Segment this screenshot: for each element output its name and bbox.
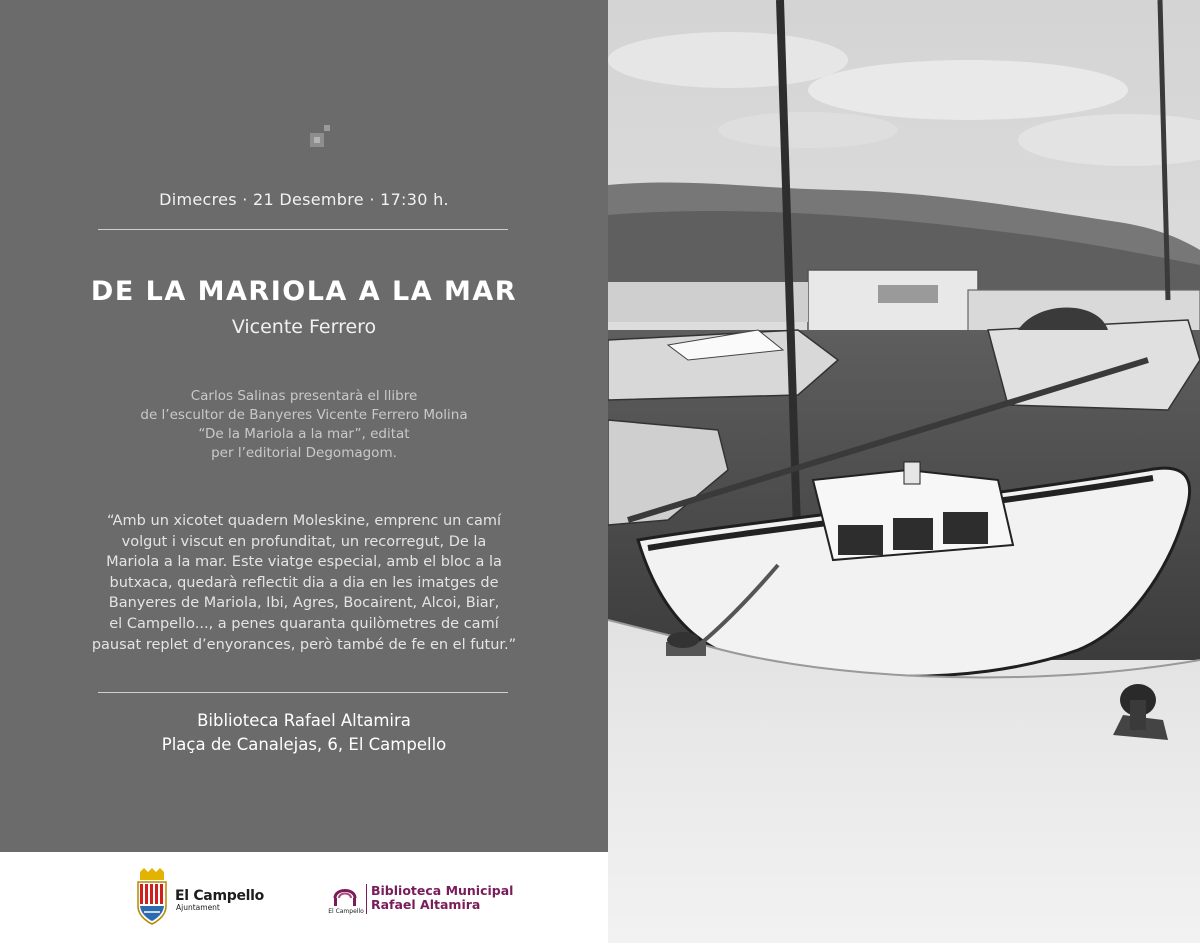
event-author: Vicente Ferrero — [231, 316, 377, 338]
boat-harbor-illustration — [608, 0, 1200, 943]
venue-address: Plaça de Canalejas, 6, El Campello — [161, 735, 447, 754]
divider-top — [98, 229, 508, 230]
campello-brand — [175, 888, 264, 912]
biblio-separator — [366, 884, 367, 914]
info-panel — [0, 0, 608, 852]
footer — [0, 852, 608, 943]
biblio-line1: Biblioteca Municipal — [371, 883, 514, 898]
intro-text — [0, 387, 608, 463]
campello-sub: Ajuntament — [176, 903, 220, 912]
intro-line: de l’escultor de Banyeres Vicente Ferrero Molina — [140, 407, 468, 423]
intro-line: “De la Mariola a la mar”, editat — [198, 426, 410, 442]
quote-line: volgut i viscut en profunditat, un recorregut, De la — [121, 533, 487, 550]
intro-line: Carlos Salinas presentarà el llibre — [190, 388, 418, 404]
event-date: Dimecres · 21 Desembre · 17:30 h. — [159, 190, 449, 209]
intro-line: per l’editorial Degomagom. — [211, 445, 397, 461]
quote-line: Mariola a la mar. Este viatge especial, amb el bloc a la — [106, 554, 502, 571]
venue-info — [0, 709, 608, 757]
quote-line: el Campello..., a penes quaranta quilòmetres de camí — [109, 615, 499, 632]
biblio-line2: Rafael Altamira — [371, 897, 481, 912]
venue-name: Biblioteca Rafael Altamira — [197, 711, 411, 730]
campello-coat-of-arms-icon — [134, 868, 170, 926]
quote-line: pausat replet d’enyorances, però també de fe en el futur.” — [91, 636, 517, 653]
campello-name: El Campello — [175, 888, 264, 904]
quote-line: “Amb un xicotet quadern Moleskine, emprenc un camí — [107, 513, 501, 529]
quote-line: Banyeres de Mariola, Ibi, Agres, Bocairent, Alcoi, Biar, — [108, 595, 500, 612]
event-title: DE LA MARIOLA A LA MAR — [90, 276, 518, 307]
divider-bottom — [98, 692, 508, 693]
square-mark-icon — [309, 124, 333, 148]
biblioteca-logo-caption: El Campello — [328, 908, 364, 915]
biblioteca-brand — [371, 884, 513, 912]
quote-text — [88, 511, 520, 655]
quote-line: butxaca, quedarà reflectit dia a dia en les imatges de — [109, 574, 499, 591]
biblioteca-logo-icon — [325, 880, 367, 916]
